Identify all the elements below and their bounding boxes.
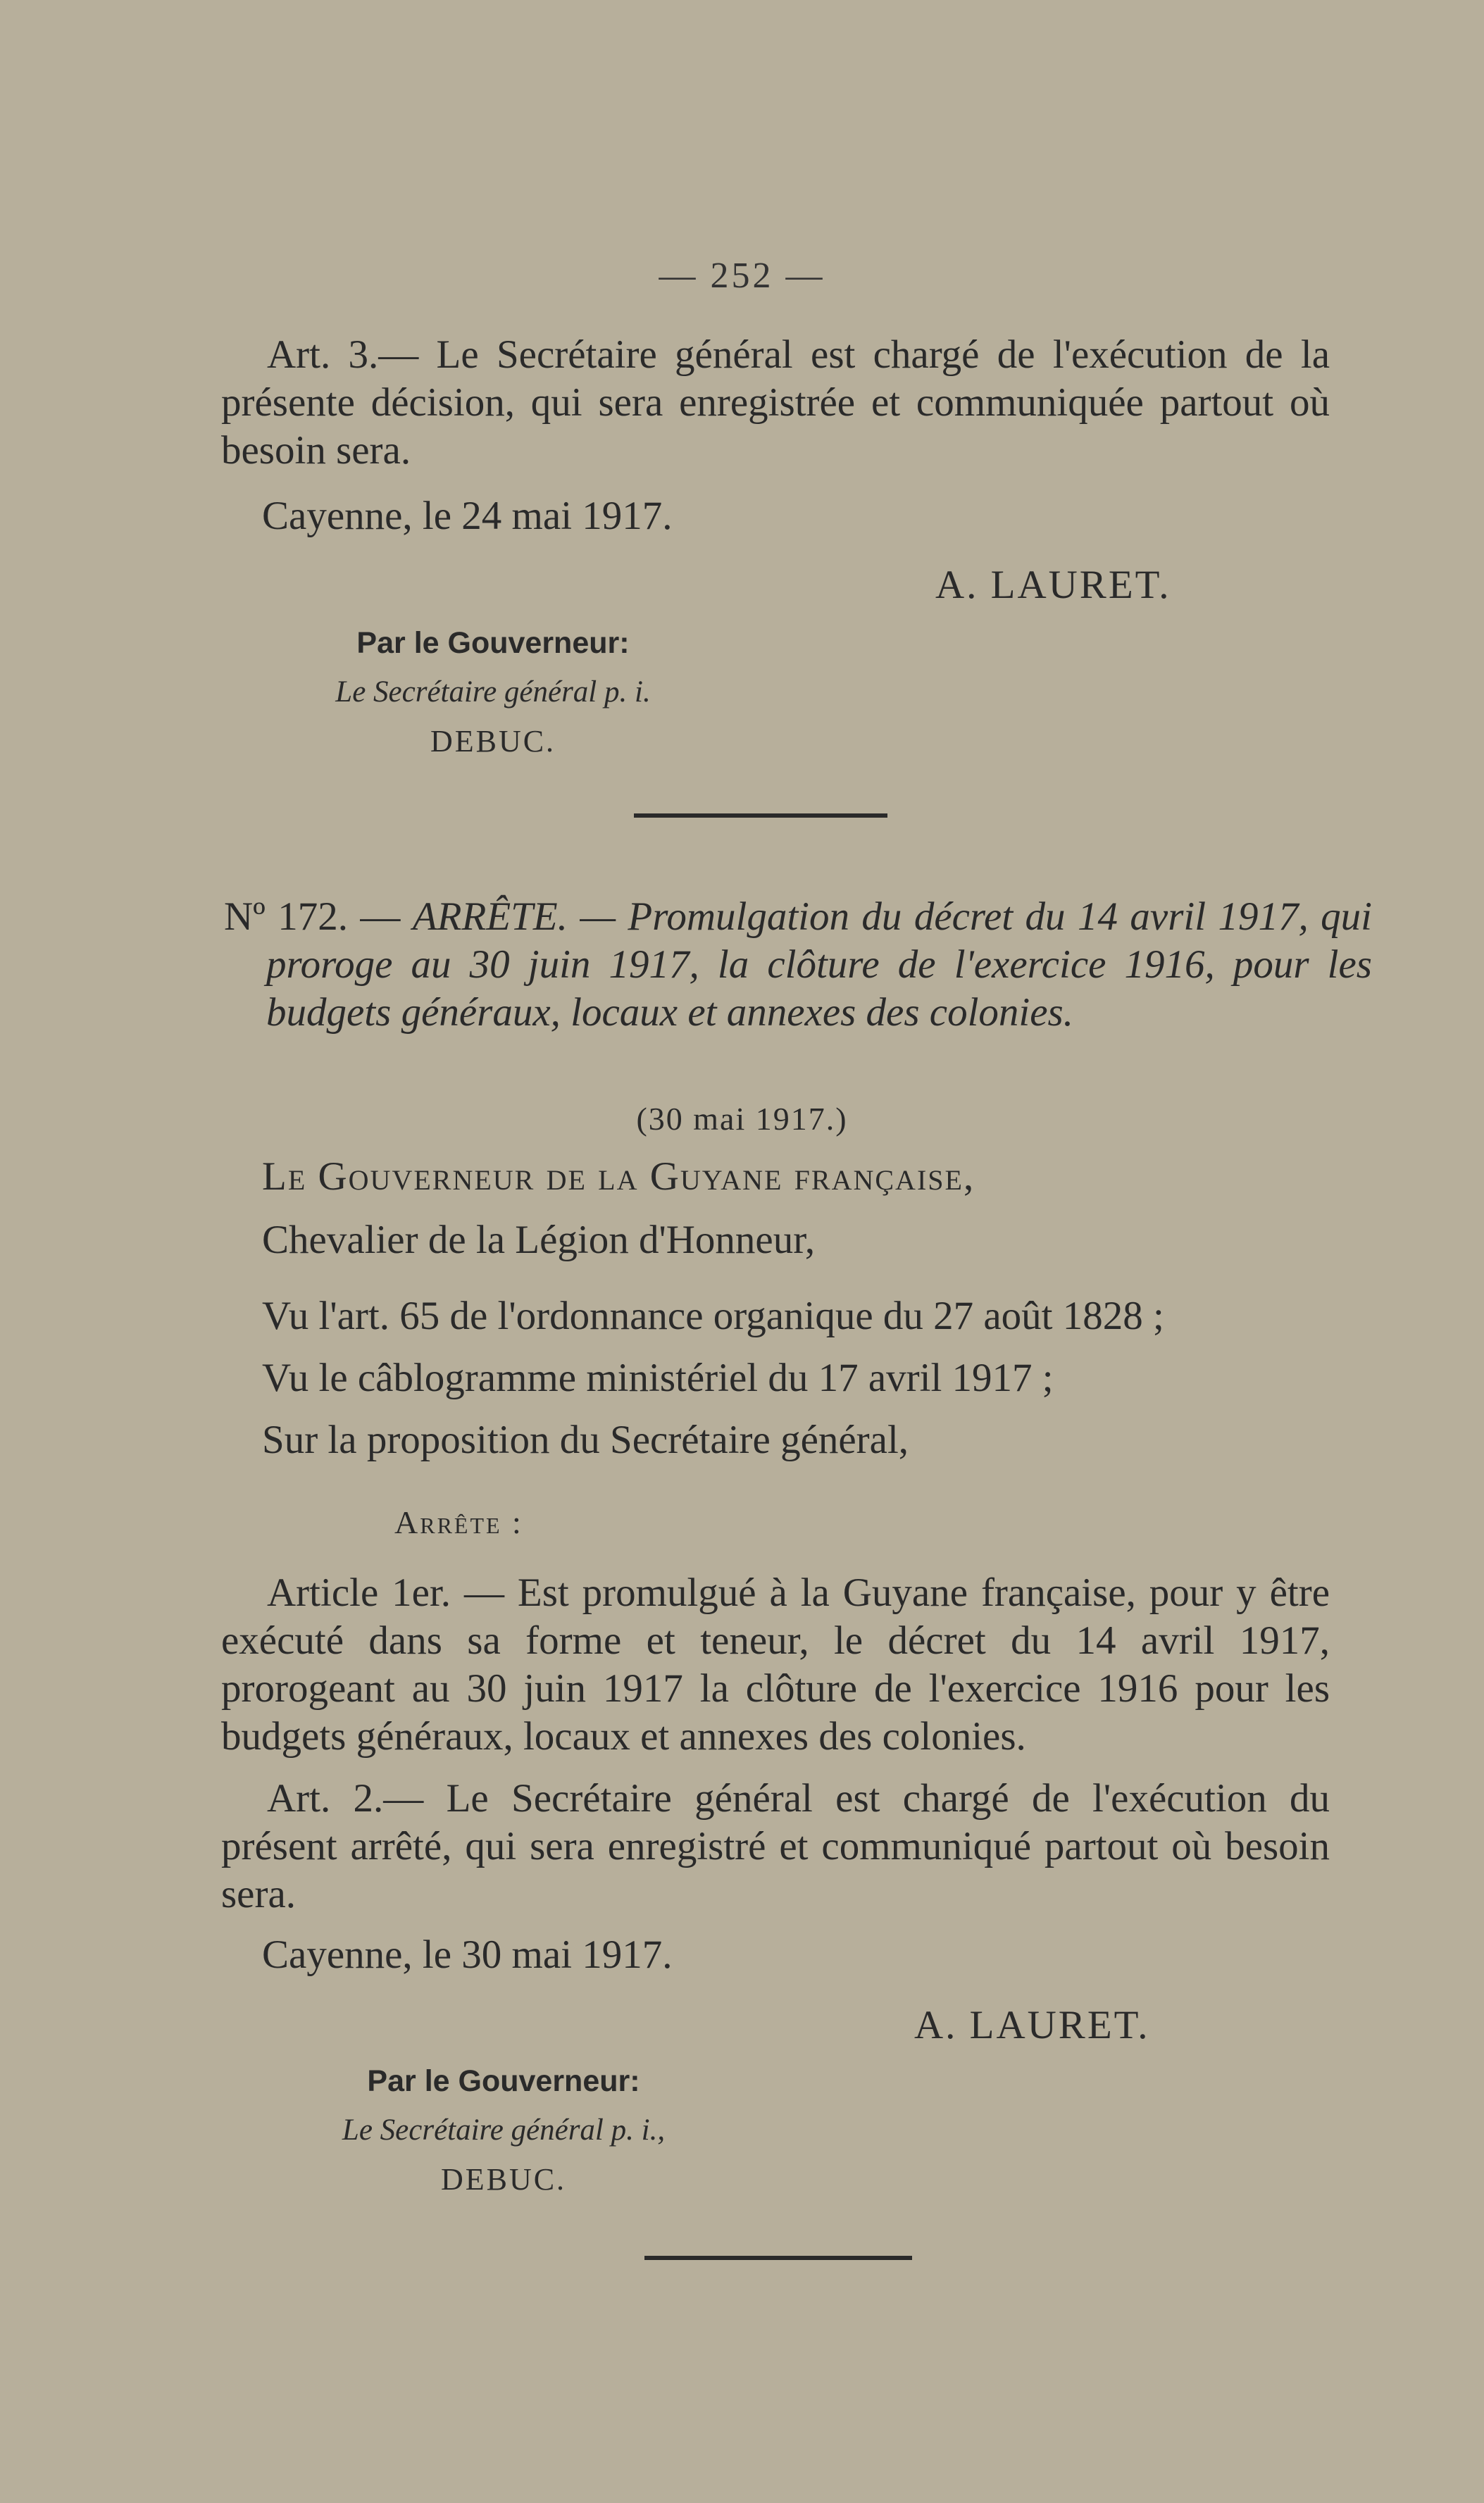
consideration-line: Sur la proposition du Secrétaire général, [262, 1418, 909, 1462]
arrete-word: Arrête : [394, 1504, 523, 1540]
consideration-line: Vu le câblogramme ministériel du 17 avril 1917 ; [262, 1356, 1054, 1400]
arrete-heading [224, 893, 1372, 1037]
article-2-text: Le Secrétaire général est chargé de l'exécution du présent arrêté, qui sera enregistré et communiqué partout où besoin sera. [221, 1776, 1330, 1916]
arrete-signature: A. LAURET. [914, 2003, 1150, 2047]
article-3-text: Le Secrétaire général est chargé de l'exécution de la présente décision, qui sera enregistrée et communiquée partout où besoin sera. [221, 332, 1330, 473]
arrete-kind: ARRÊTE. [412, 894, 568, 939]
article-3-lead: Art. 3.— [267, 332, 419, 377]
decision-countersignature [254, 618, 732, 766]
by-governor-label: Par le Gouverneur: [356, 626, 630, 660]
governor-line: Le Gouverneur de la Guyane française, [262, 1154, 975, 1199]
by-governor-label: Par le Gouverneur: [367, 2064, 640, 2098]
decision-date: Cayenne, le 24 mai 1917. [262, 494, 673, 538]
chevalier-line: Chevalier de la Légion d'Honneur, [262, 1218, 816, 1262]
article-1-lead: Article 1er. — [267, 1571, 504, 1615]
page-number: — 252 — [659, 256, 825, 296]
arrete-date: (30 mai 1917.) [636, 1101, 848, 1137]
section-divider [644, 2256, 912, 2260]
consideration-line: Vu l'art. 65 de l'ordonnance organique du 27 août 1828 ; [262, 1294, 1164, 1338]
secretary-name: DEBUC. [440, 2162, 567, 2197]
secretary-title: Le Secrétaire général p. i. [335, 675, 651, 709]
arrete-countersignature [247, 2056, 761, 2204]
arrete-closing-date: Cayenne, le 30 mai 1917. [262, 1933, 673, 1977]
arrete-number: Nº 172. — [224, 894, 401, 939]
section-divider [634, 813, 887, 818]
article-1-text: Est promulgué à la Guyane française, pour y être exécuté dans sa forme et teneur, le décret du 14 avril 1917, prorogeant au 30 juin 1917 la clôture de l'exercice 1916 pour les budgets généraux, locaux et annexes des colonies. [221, 1571, 1330, 1759]
article-2-paragraph [221, 1775, 1330, 1918]
decision-signature: A. LAURET. [935, 563, 1171, 607]
secretary-name: DEBUC. [430, 724, 556, 759]
article-1-paragraph [221, 1569, 1330, 1761]
article-2-lead: Art. 2.— [267, 1776, 424, 1821]
secretary-title: Le Secrétaire général p. i., [342, 2114, 666, 2147]
arrete-summary: — Promulgation du décret du 14 avril 1917, qui proroge au 30 juin 1917, la clôture de l'exercice 1916, pour les budgets généraux, locaux et annexes des colonies. [266, 894, 1372, 1035]
article-3-paragraph [221, 331, 1330, 475]
